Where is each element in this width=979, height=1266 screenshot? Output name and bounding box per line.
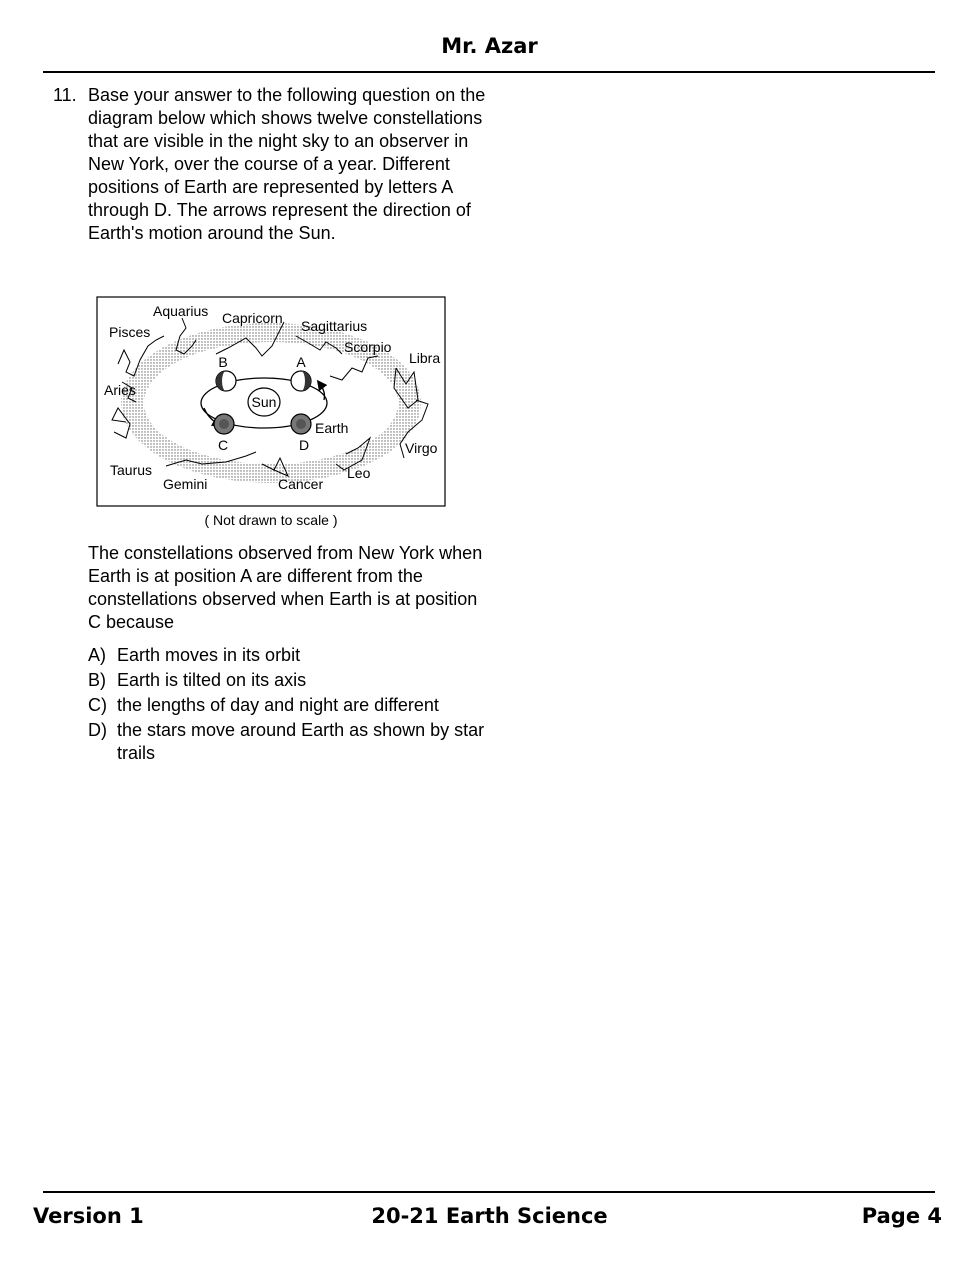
choice-b-text: Earth is tilted on its axis: [117, 670, 307, 690]
choice-b-letter: B): [88, 670, 106, 690]
earth-position-c: [214, 414, 234, 434]
choice-d-letter: D): [88, 720, 107, 740]
constellation-pisces: Pisces: [109, 324, 151, 340]
question-stem: The constellations observed from New York when Earth is at position A are different from the constellations observed when Earth is at position C because: [88, 543, 483, 632]
footer-divider: [43, 1191, 935, 1193]
constellation-diagram: [96, 296, 446, 507]
position-c-label: C: [217, 437, 229, 453]
question-intro: Base your answer to the following question on the diagram below which shows twelve constellations that are visible in the night sky to an observer in New York, over the course of a year. Different positions of Earth are represented by letters A through D. The arrows represent the direction of Earth's motion around the Sun.: [88, 85, 486, 243]
constellation-sagittarius: Sagittarius: [301, 318, 368, 334]
footer-page-number: Page 4: [861, 1204, 942, 1228]
constellation-capricorn: Capricorn: [222, 310, 283, 326]
earth-position-b: [216, 371, 236, 391]
page-header-title: Mr. Azar: [441, 34, 538, 58]
choice-c[interactable]: [88, 694, 488, 717]
constellation-libra: Libra: [409, 350, 441, 366]
choice-a-text: Earth moves in its orbit: [117, 645, 301, 665]
constellation-virgo: Virgo: [405, 440, 438, 456]
constellation-leo: Leo: [347, 465, 371, 481]
footer-version: Version 1: [33, 1204, 144, 1228]
constellation-aquarius: Aquarius: [153, 303, 209, 319]
answer-choices: [88, 644, 488, 767]
constellation-scorpio: Scorpio: [344, 339, 392, 355]
choice-b[interactable]: [88, 669, 488, 692]
earth-position-a: [291, 371, 311, 391]
earth-position-d: [291, 414, 311, 434]
choice-a-letter: A): [88, 645, 106, 665]
choice-a[interactable]: [88, 644, 488, 667]
position-d-label: D: [298, 437, 310, 453]
question-number: 11.: [53, 85, 77, 105]
constellation-cancer: Cancer: [278, 476, 324, 492]
sun-label: Sun: [251, 394, 277, 410]
header-divider: [43, 71, 935, 73]
position-a-label: A: [296, 354, 306, 370]
choice-d-text: the stars move around Earth as shown by star trails: [117, 720, 485, 763]
footer-course: 20-21 Earth Science: [371, 1204, 608, 1228]
choice-c-letter: C): [88, 695, 107, 715]
choice-c-text: the lengths of day and night are different: [117, 695, 439, 715]
constellation-taurus: Taurus: [110, 462, 153, 478]
constellation-gemini: Gemini: [163, 476, 208, 492]
choice-d[interactable]: [88, 719, 488, 765]
earth-label: Earth: [315, 420, 349, 436]
constellation-aries: Aries: [104, 382, 136, 398]
position-b-label: B: [218, 354, 228, 370]
figure-caption: ( Not drawn to scale ): [204, 512, 338, 528]
